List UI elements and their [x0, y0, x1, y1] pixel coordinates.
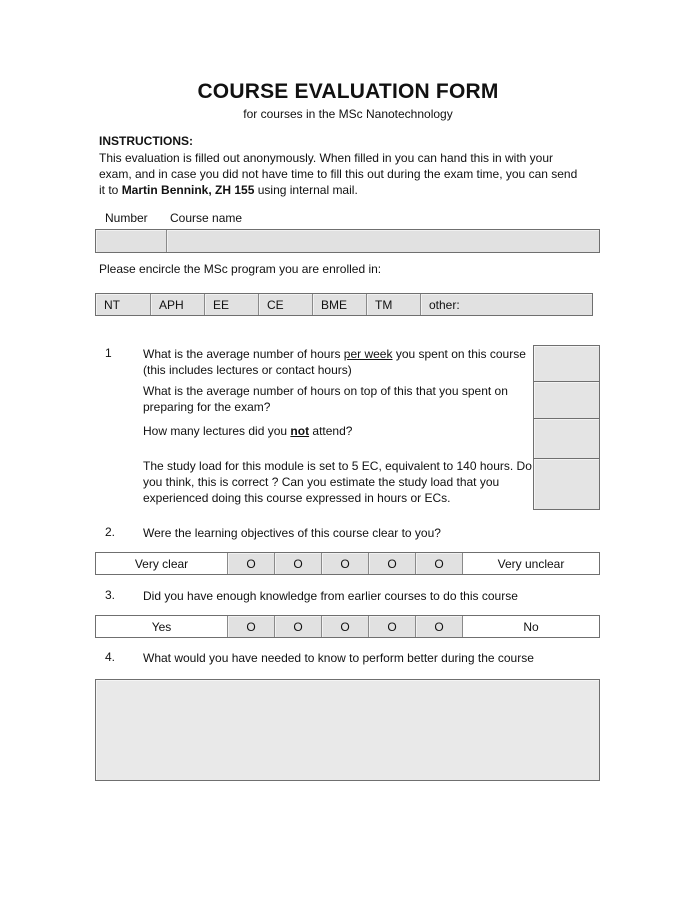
- q1-part4: The study load for this module is set to 5 EC, equivalent to 140 hours. Do you think, this is correct ? Can you estimate the study load that you experienced doing this course expressed in hours or ECs.: [143, 459, 532, 505]
- q3-circle-4[interactable]: O: [368, 616, 415, 637]
- q2-text: Were the learning objectives of this course clear to you?: [143, 526, 441, 540]
- q1-part3-post: attend?: [309, 424, 353, 438]
- q1-part3-pre: How many lectures did you: [143, 424, 291, 438]
- number-label: Number: [105, 211, 148, 225]
- q1-part2: What is the average number of hours on top of this that you spent on preparing for the exam?: [143, 384, 508, 414]
- program-option-ee[interactable]: EE: [204, 294, 258, 315]
- q4-answer-area[interactable]: [95, 679, 600, 781]
- form-subtitle: for courses in the MSc Nanotechnology: [243, 107, 453, 121]
- program-option-other[interactable]: other:: [420, 294, 592, 315]
- program-option-ce[interactable]: CE: [258, 294, 312, 315]
- q4-text: What would you have needed to know to perform better during the course: [143, 651, 534, 665]
- q3-circle-5[interactable]: O: [415, 616, 462, 637]
- q1-part1-pre: What is the average number of hours: [143, 347, 344, 361]
- program-option-tm[interactable]: TM: [366, 294, 420, 315]
- q3-circle-1[interactable]: O: [227, 616, 274, 637]
- q3-text: Did you have enough knowledge from earlier courses to do this course: [143, 589, 518, 603]
- q1-answer-box-1[interactable]: [534, 346, 599, 381]
- q2-scale-left-label: Very clear: [96, 553, 227, 574]
- instructions-text: [99, 150, 586, 198]
- form-title: COURSE EVALUATION FORM: [197, 80, 499, 103]
- program-option-bme[interactable]: BME: [312, 294, 366, 315]
- q2-circle-5[interactable]: O: [415, 553, 462, 574]
- q1-answer-boxes: [533, 345, 600, 510]
- q2-scale-table: [95, 552, 600, 575]
- instructions-text-part2: using internal mail.: [254, 183, 358, 197]
- q1-part3-not: not: [290, 424, 310, 438]
- course-name-label: Course name: [170, 211, 243, 225]
- q2-number: 2.: [105, 525, 116, 539]
- q1-part3: [143, 423, 545, 439]
- course-name-field[interactable]: [166, 230, 599, 252]
- q1-answer-box-3[interactable]: [534, 418, 599, 458]
- q1-part1-underlined: per week: [343, 347, 393, 361]
- program-option-nt[interactable]: NT: [96, 294, 150, 315]
- q1-part1: [143, 346, 545, 378]
- course-info-table: [95, 229, 600, 253]
- program-option-aph[interactable]: APH: [150, 294, 204, 315]
- program-table: [95, 293, 593, 316]
- q2-circle-2[interactable]: O: [274, 553, 321, 574]
- course-number-field[interactable]: [96, 230, 166, 252]
- q3-circle-2[interactable]: O: [274, 616, 321, 637]
- q2-circle-3[interactable]: O: [321, 553, 368, 574]
- q3-scale-right-label: No: [462, 616, 599, 637]
- q3-scale-table: [95, 615, 600, 638]
- q3-circle-3[interactable]: O: [321, 616, 368, 637]
- instructions-text-part1: This evaluation is filled out anonymously. When filled in you can hand this in with your exam, and in case you did not have time to fill this out during the exam time, you can send it to: [99, 151, 578, 197]
- q2-circle-4[interactable]: O: [368, 553, 415, 574]
- q1-number: 1: [105, 346, 112, 360]
- q2-circle-1[interactable]: O: [227, 553, 274, 574]
- q1-part1-post: you spent on this course (this includes lectures or contact hours): [143, 347, 526, 377]
- q2-scale-right-label: Very unclear: [462, 553, 599, 574]
- q1-answer-box-4[interactable]: [534, 458, 599, 509]
- q3-number: 3.: [105, 588, 116, 602]
- q3-scale-left-label: Yes: [96, 616, 227, 637]
- program-prompt: Please encircle the MSc program you are enrolled in:: [99, 262, 382, 276]
- instructions-heading: INSTRUCTIONS:: [99, 134, 193, 148]
- contact-name: Martin Bennink, ZH 155: [121, 183, 255, 197]
- q4-number: 4.: [105, 650, 116, 664]
- q1-answer-box-2[interactable]: [534, 381, 599, 418]
